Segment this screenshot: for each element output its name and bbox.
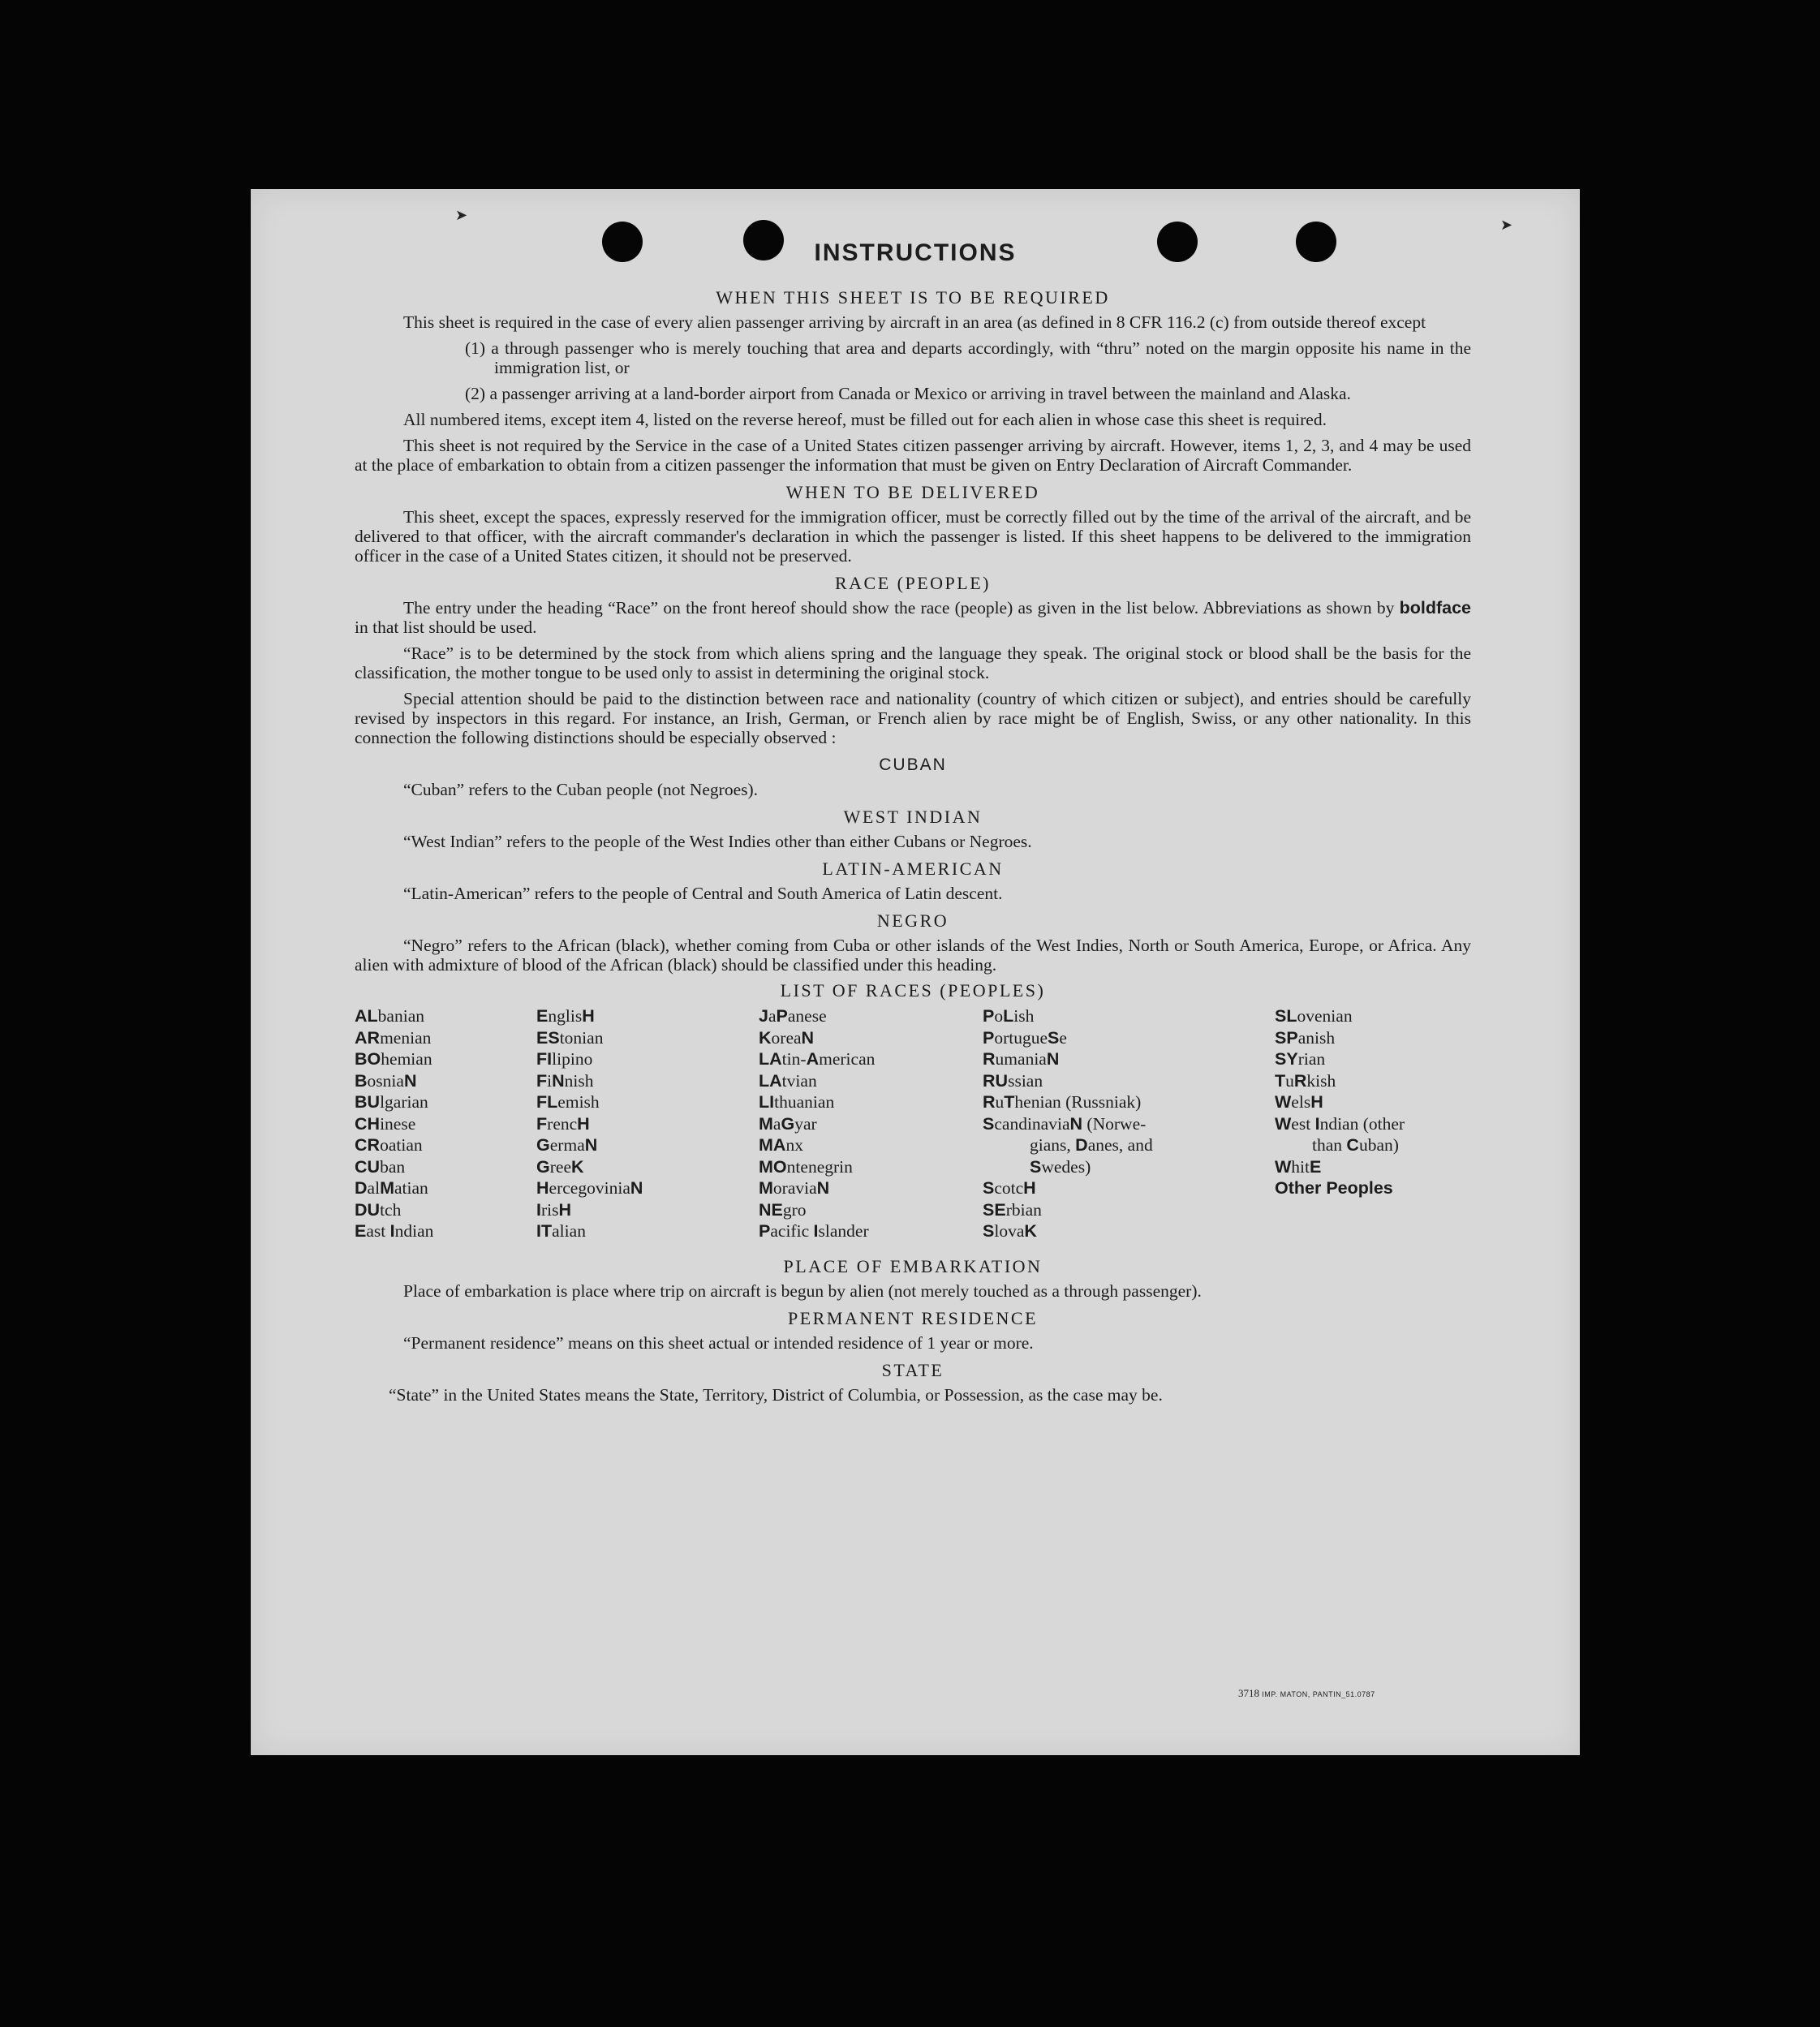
race-item: GermaN — [536, 1135, 598, 1155]
instructions-body — [355, 280, 1471, 1411]
race-item: NEgro — [759, 1199, 807, 1220]
section-heading: WEST INDIAN — [843, 807, 983, 827]
race-item: DalMatian — [355, 1178, 428, 1198]
race-column — [759, 1005, 875, 1242]
race-item: MAnx — [759, 1135, 803, 1155]
race-column — [1275, 1005, 1405, 1199]
page-title: INSTRUCTIONS — [814, 239, 1017, 266]
paragraph: All numbered items, except item 4, listed on the reverse hereof, must be filled out for each alien in whose case this sheet is required. — [403, 410, 1327, 429]
race-item: LAtin-American — [759, 1049, 876, 1069]
race-item: FiNnish — [536, 1070, 594, 1091]
race-item: CUban — [355, 1156, 406, 1177]
form-number — [1238, 1687, 1375, 1700]
race-item: MOntenegrin — [759, 1156, 853, 1177]
race-item: gians, Danes, and — [1030, 1135, 1153, 1155]
race-item: KoreaN — [759, 1027, 815, 1048]
race-item: WelsH — [1275, 1092, 1323, 1112]
race-item: ScandinaviaN (Norwe- — [983, 1113, 1147, 1134]
race-item: RumaniaN — [983, 1049, 1060, 1069]
form-code: 3718 — [1238, 1687, 1259, 1699]
race-item: PoLish — [983, 1006, 1035, 1026]
text: The entry under the heading “Race” on the front hereof should show the race (people) as given in the list below. Abbreviations as shown by — [403, 598, 1395, 618]
race-item: CRoatian — [355, 1135, 423, 1155]
race-item: HercegoviniaN — [536, 1178, 643, 1198]
race-item: PortugueSe — [983, 1027, 1067, 1048]
section-heading: WHEN TO BE DELIVERED — [785, 482, 1040, 502]
race-item: SLovenian — [1275, 1006, 1353, 1026]
race-item: MoraviaN — [759, 1178, 830, 1198]
race-item: BUlgarian — [355, 1092, 428, 1112]
paragraph: “Race” is to be determined by the stock from which aliens spring and the language they speak. The original stock or blood shall be the basis for the classification, the mother tongue to be used only to assist in determining the original stock. — [355, 643, 1471, 682]
boldface-word: boldface — [1399, 598, 1471, 618]
race-item: RuThenian (Russniak) — [983, 1092, 1142, 1112]
race-item: FLemish — [536, 1092, 600, 1112]
race-item: TuRkish — [1275, 1070, 1336, 1091]
race-item: FrencH — [536, 1113, 590, 1134]
paragraph — [355, 598, 1471, 637]
race-item: West Indian (other — [1275, 1113, 1405, 1134]
race-item: LIthuanian — [759, 1092, 835, 1112]
paragraph: “Latin-American” refers to the people of Central and South America of Latin descent. — [403, 884, 1003, 903]
race-item: IrisH — [536, 1199, 572, 1220]
paragraph: “Cuban” refers to the Cuban people (not Negroes). — [403, 780, 759, 799]
race-item: Other Peoples — [1275, 1178, 1393, 1198]
race-item: SlovaK — [983, 1221, 1037, 1241]
race-column — [536, 1005, 643, 1242]
race-item: BosniaN — [355, 1070, 417, 1091]
race-item: GreeK — [536, 1156, 584, 1177]
race-column — [983, 1005, 1153, 1242]
section-heading: LATIN-AMERICAN — [822, 859, 1004, 879]
printer-imprint: IMP. MATON, PANTIN_51.0787 — [1262, 1690, 1375, 1698]
race-column — [355, 1005, 433, 1242]
paragraph: “Permanent residence” means on this sheet actual or intended residence of 1 year or more. — [403, 1333, 1034, 1353]
race-item: ARmenian — [355, 1027, 432, 1048]
race-list — [355, 1005, 1471, 1249]
paragraph: “State” in the United States means the State, Territory, District of Columbia, or Possession, as the case may be. — [389, 1385, 1163, 1405]
scan-mark: ➤ — [455, 207, 468, 223]
section-heading: PERMANENT RESIDENCE — [787, 1308, 1039, 1328]
race-item: SErbian — [983, 1199, 1042, 1220]
section-heading: PLACE OF EMBARKATION — [783, 1256, 1043, 1276]
scan-mark: ➤ — [1500, 217, 1513, 233]
race-item: ALbanian — [355, 1006, 424, 1026]
race-item: EnglisH — [536, 1006, 595, 1026]
race-item: East Indian — [355, 1221, 434, 1241]
race-item: DUtch — [355, 1199, 402, 1220]
race-item: Swedes) — [1030, 1156, 1091, 1177]
race-item: ITalian — [536, 1221, 586, 1241]
race-item: MaGyar — [759, 1113, 817, 1134]
race-item: Pacific Islander — [759, 1221, 869, 1241]
race-item: EStonian — [536, 1027, 604, 1048]
race-item: SYrian — [1275, 1049, 1326, 1069]
race-item: JaPanese — [759, 1006, 827, 1026]
race-item: BOhemian — [355, 1049, 432, 1069]
list-item: (1) a through passenger who is merely touching that area and departs accordingly, with “thru” noted on the margin opposite his name in the immigration list, or — [465, 338, 1471, 377]
section-heading: LIST OF RACES (PEOPLES) — [780, 980, 1046, 1001]
paragraph: This sheet is required in the case of every alien passenger arriving by aircraft in an area (as defined in 8 CFR 116.2 (c) from outside thereof except — [403, 312, 1426, 332]
list-item: (2) a passenger arriving at a land-border airport from Canada or Mexico or arriving in travel between the mainland and Alaska. — [465, 384, 1351, 403]
paragraph: This sheet, except the spaces, expressly reserved for the immigration officer, must be correctly filled out by the time of the arrival of the aircraft, and be delivered to that officer, with the aircraft commander's declaration in which the passenger is listed. If this sheet happens to be delivered to the immigration officer in the case of a United States citizen, it should not be preserved. — [355, 507, 1471, 566]
race-item: FIlipino — [536, 1049, 593, 1069]
section-heading: STATE — [881, 1360, 944, 1380]
paragraph: Place of embarkation is place where trip on aircraft is begun by alien (not merely touched as a through passenger). — [403, 1281, 1202, 1301]
race-item: than Cuban) — [1312, 1135, 1399, 1155]
race-item: LAtvian — [759, 1070, 817, 1091]
section-heading: NEGRO — [876, 910, 949, 931]
paragraph: “West Indian” refers to the people of the West Indies other than either Cubans or Negroes. — [403, 832, 1032, 851]
section-heading: RACE (PEOPLE) — [835, 573, 991, 593]
document-sheet — [251, 189, 1580, 1755]
paragraph: This sheet is not required by the Service in the case of a United States citizen passenger arriving by aircraft. However, items 1, 2, 3, and 4 may be used at the place of embarkation to obtain from a citizen passenger the information that must be given on Entry Declaration of Aircraft Commander. — [355, 436, 1471, 475]
section-heading: CUBAN — [879, 755, 947, 774]
paragraph: Special attention should be paid to the distinction between race and nationality (country of which citizen or subject), and entries should be carefully revised by inspectors in this regard. For instance, an Irish, German, or French alien by race might be of English, Swiss, or any other nationality. In this connection the following distinctions should be especially observed : — [355, 689, 1471, 747]
paragraph: “Negro” refers to the African (black), whether coming from Cuba or other islands of the West Indies, North or South America, Europe, or Africa. Any alien with admixture of blood of the African (black) should be classified under this heading. — [355, 936, 1471, 975]
text: in that list should be used. — [355, 618, 537, 637]
race-item: SPanish — [1275, 1027, 1336, 1048]
race-item: WhitE — [1275, 1156, 1322, 1177]
section-heading: WHEN THIS SHEET IS TO BE REQUIRED — [716, 287, 1110, 308]
race-item: CHinese — [355, 1113, 416, 1134]
race-item: RUssian — [983, 1070, 1043, 1091]
race-item: ScotcH — [983, 1178, 1036, 1198]
